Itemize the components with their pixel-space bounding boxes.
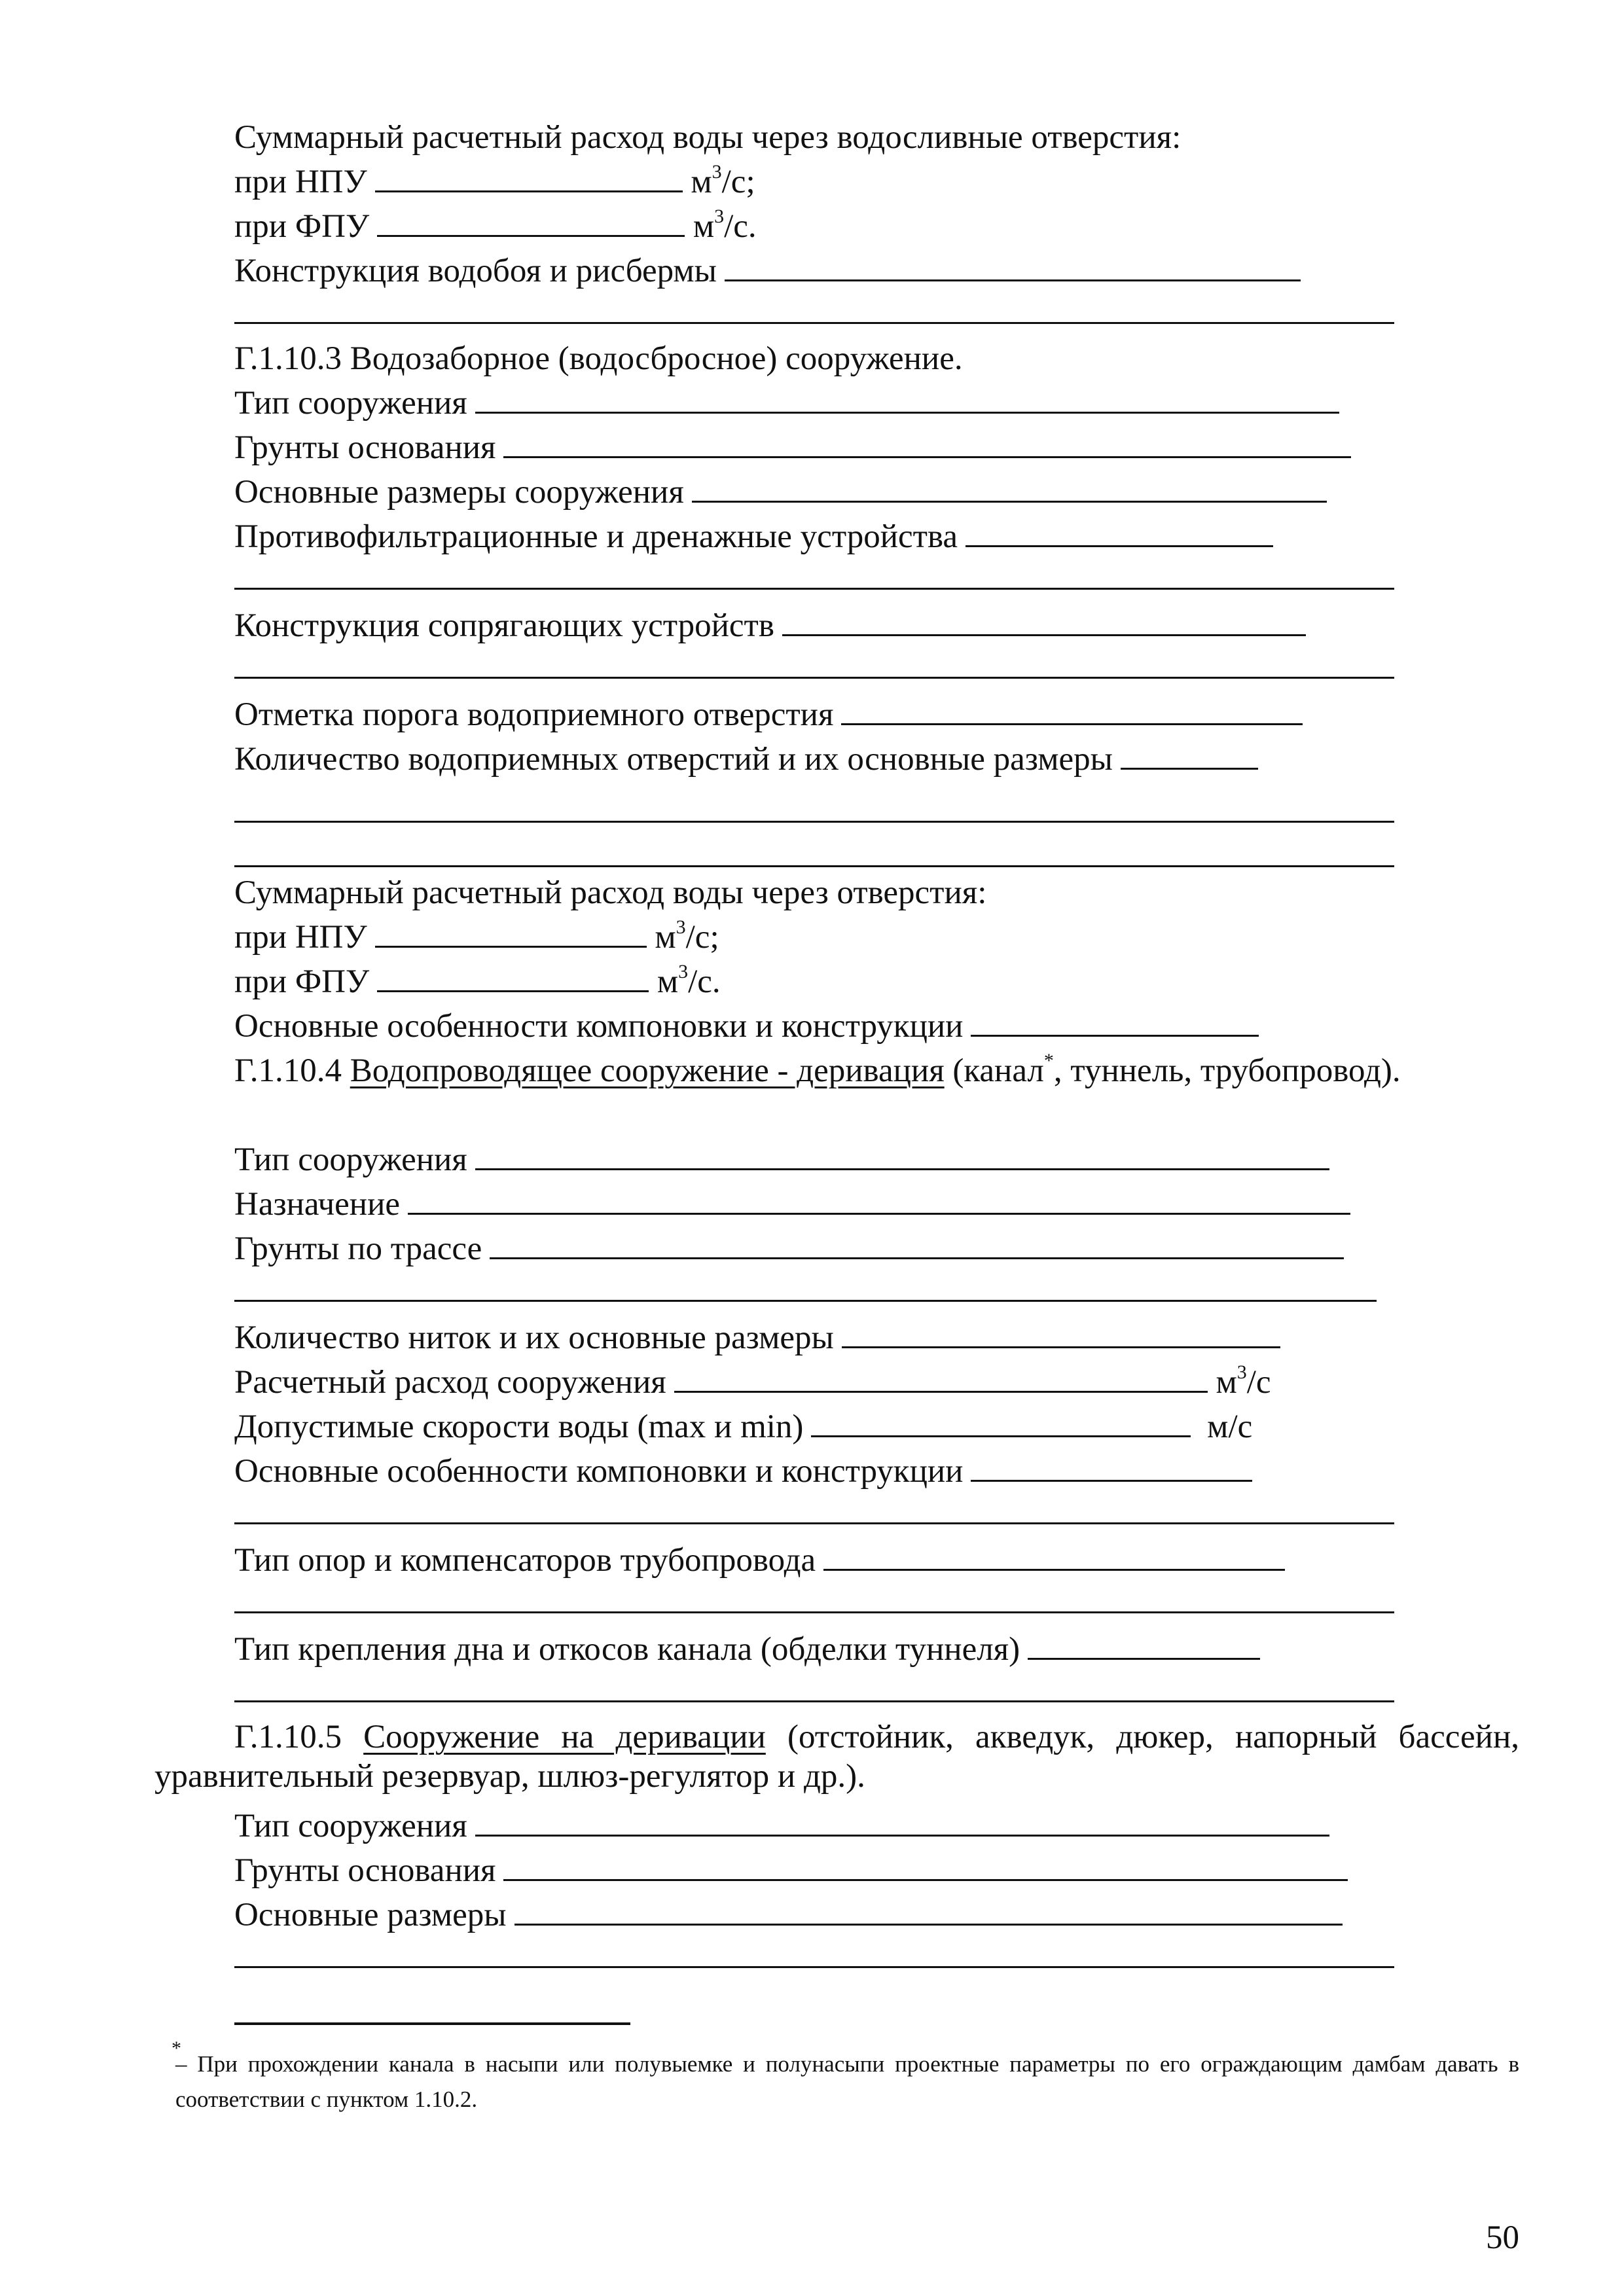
- threads-label: Количество ниток и их основные размеры: [234, 1319, 834, 1356]
- section-title-rest: (канал: [952, 1052, 1044, 1089]
- filtration-label: Противофильтрационные и дренажные устройства: [234, 518, 958, 555]
- threshold-blank[interactable]: [841, 696, 1303, 725]
- deriv-struct-type-blank[interactable]: [475, 1807, 1329, 1837]
- threads-line: [234, 1318, 1280, 1357]
- fpu-flow-line: [234, 207, 757, 246]
- soils-route-blank[interactable]: [490, 1230, 1344, 1259]
- lining-label: Тип крепления дна и откосов канала (обделки туннеля): [234, 1631, 1020, 1668]
- deriv-struct-soils-label: Грунты основания: [234, 1852, 496, 1889]
- filtration-blank[interactable]: [965, 518, 1273, 547]
- fpu-flow-line-2: [234, 962, 721, 1001]
- deriv-struct-sizes-label: Основные размеры: [234, 1897, 507, 1933]
- purpose-blank[interactable]: [408, 1185, 1350, 1215]
- deriv-struct-type-label: Тип сооружения: [234, 1808, 467, 1844]
- fpu-label: при ФПУ: [234, 963, 370, 1000]
- filtration-line: [234, 517, 1273, 556]
- soils-line: [234, 428, 1351, 467]
- section-title: Водопроводящее сооружение - деривация: [350, 1052, 945, 1089]
- unit-m: м: [691, 164, 712, 200]
- blank-line[interactable]: [234, 1300, 1377, 1302]
- deriv-type-line: [234, 1140, 1329, 1179]
- unit-tail: /с.: [724, 208, 757, 245]
- section-number: Г.1.10.5: [234, 1719, 342, 1755]
- fpu-flow-blank[interactable]: [377, 207, 685, 237]
- coupling-blank[interactable]: [782, 607, 1306, 636]
- structure-type-line: [234, 384, 1339, 423]
- supports-blank[interactable]: [823, 1541, 1285, 1571]
- section-title-rest-2: , туннель, трубопровод).: [1053, 1052, 1401, 1089]
- footnote-text: – При прохождении канала в насыпи или полувыемке и полунасыпи проектные параметры по его ограждающим дамбам давать в соответствии с пунктом 1.10.2.: [175, 2051, 1519, 2112]
- section-title: Сооружение на деривации: [363, 1719, 766, 1755]
- npu-label: при НПУ: [234, 919, 367, 956]
- deriv-type-blank[interactable]: [475, 1141, 1329, 1170]
- blank-line[interactable]: [234, 1611, 1394, 1613]
- deriv-features-label: Основные особенности компоновки и конструкции: [234, 1453, 964, 1490]
- deriv-struct-sizes-blank[interactable]: [514, 1896, 1343, 1926]
- blank-line[interactable]: [234, 1522, 1394, 1524]
- soils-label: Грунты основания: [234, 429, 496, 466]
- unit-m: м: [693, 208, 715, 245]
- features-line: [234, 1007, 1259, 1046]
- design-flow-blank[interactable]: [674, 1363, 1208, 1393]
- sizes-line: [234, 473, 1327, 512]
- coupling-line: [234, 606, 1306, 645]
- openings-blank[interactable]: [1121, 740, 1258, 770]
- openings-label: Количество водоприемных отверстий и их основные размеры: [234, 741, 1113, 778]
- sizes-blank[interactable]: [692, 473, 1327, 503]
- blank-line[interactable]: [234, 677, 1394, 679]
- structure-type-blank[interactable]: [475, 384, 1339, 414]
- section-g1103-heading: Г.1.10.3 Водозаборное (водосбросное) сооружение.: [234, 340, 963, 377]
- blank-line[interactable]: [234, 588, 1394, 590]
- purpose-line: [234, 1185, 1350, 1224]
- velocities-unit: м/с: [1207, 1408, 1253, 1445]
- velocities-blank[interactable]: [811, 1408, 1191, 1437]
- velocities-label: Допустимые скорости воды (max и min): [234, 1408, 804, 1445]
- unit-exp: 3: [678, 961, 689, 982]
- total-spillway-flow-heading: Суммарный расчетный расход воды через водосливные отверстия:: [234, 119, 1182, 156]
- deriv-struct-type-line: [234, 1806, 1329, 1846]
- soils-route-label: Грунты по трассе: [234, 1230, 482, 1267]
- lining-line: [234, 1630, 1260, 1669]
- deriv-features-blank[interactable]: [971, 1452, 1252, 1482]
- threshold-line: [234, 695, 1303, 734]
- features-blank[interactable]: [971, 1007, 1259, 1037]
- supports-line: [234, 1541, 1285, 1580]
- blank-line[interactable]: [234, 821, 1394, 823]
- unit-m: м: [1216, 1364, 1237, 1401]
- section-g1104-heading: [154, 1051, 1519, 1090]
- fpu-flow-blank[interactable]: [377, 963, 649, 992]
- design-flow-line: [234, 1363, 1271, 1402]
- npu-label: при НПУ: [234, 164, 367, 200]
- blank-line[interactable]: [234, 1966, 1394, 1968]
- coupling-label: Конструкция сопрягающих устройств: [234, 607, 774, 644]
- npu-flow-blank[interactable]: [375, 918, 647, 948]
- unit-m: м: [655, 919, 676, 956]
- threshold-label: Отметка порога водоприемного отверстия: [234, 696, 834, 733]
- design-flow-label: Расчетный расход сооружения: [234, 1364, 666, 1401]
- structure-type-label: Тип сооружения: [234, 385, 467, 422]
- threads-blank[interactable]: [842, 1319, 1280, 1348]
- footnote-mark: *: [171, 2037, 181, 2059]
- unit-exp: 3: [712, 161, 722, 183]
- soils-route-line: [234, 1229, 1344, 1268]
- deriv-struct-soils-line: [234, 1851, 1348, 1890]
- features-label: Основные особенности компоновки и конструкции: [234, 1008, 964, 1045]
- blank-line[interactable]: [234, 865, 1394, 867]
- vodoboy-label: Конструкция водобоя и рисбермы: [234, 253, 717, 289]
- blank-line[interactable]: [234, 1700, 1394, 1702]
- fpu-label: при ФПУ: [234, 208, 370, 245]
- page-number: 50: [1486, 2219, 1519, 2256]
- lining-blank[interactable]: [1028, 1630, 1260, 1660]
- unit-tail: /с;: [685, 919, 719, 956]
- blank-line[interactable]: [234, 322, 1394, 324]
- unit-exp: 3: [714, 206, 725, 227]
- unit-m: м: [657, 963, 679, 1000]
- footnote-separator: [234, 2022, 630, 2025]
- deriv-struct-soils-blank[interactable]: [503, 1852, 1348, 1881]
- unit-exp: 3: [676, 916, 686, 938]
- npu-flow-line-2: [234, 918, 719, 957]
- vodoboy-line: [234, 251, 1301, 291]
- total-flow-heading: Суммарный расчетный расход воды через отверстия:: [234, 874, 987, 911]
- supports-label: Тип опор и компенсаторов трубопровода: [234, 1542, 816, 1579]
- deriv-type-label: Тип сооружения: [234, 1141, 467, 1178]
- sizes-label: Основные размеры сооружения: [234, 474, 684, 511]
- deriv-features-line: [234, 1452, 1252, 1491]
- purpose-label: Назначение: [234, 1186, 401, 1223]
- section-number: Г.1.10.4: [234, 1052, 342, 1089]
- unit-tail: /с;: [721, 164, 755, 200]
- unit-exp: 3: [1236, 1361, 1247, 1383]
- section-g1105-heading: [154, 1717, 1519, 1796]
- deriv-struct-sizes-line: [234, 1895, 1343, 1935]
- vodoboy-blank[interactable]: [725, 252, 1301, 281]
- footnote-ref[interactable]: *: [1043, 1050, 1054, 1071]
- npu-flow-line: [234, 162, 755, 202]
- openings-line: [234, 740, 1258, 779]
- soils-blank[interactable]: [503, 429, 1351, 458]
- velocities-line: [234, 1407, 1252, 1446]
- unit-tail: /с: [1246, 1364, 1271, 1401]
- section-title-rest: (отстойник, акведук, дюкер, напорный бассейн, уравнительный резервуар, шлюз-регулятор и др.).: [154, 1719, 1519, 1795]
- npu-flow-blank[interactable]: [375, 163, 683, 192]
- unit-tail: /с.: [688, 963, 721, 1000]
